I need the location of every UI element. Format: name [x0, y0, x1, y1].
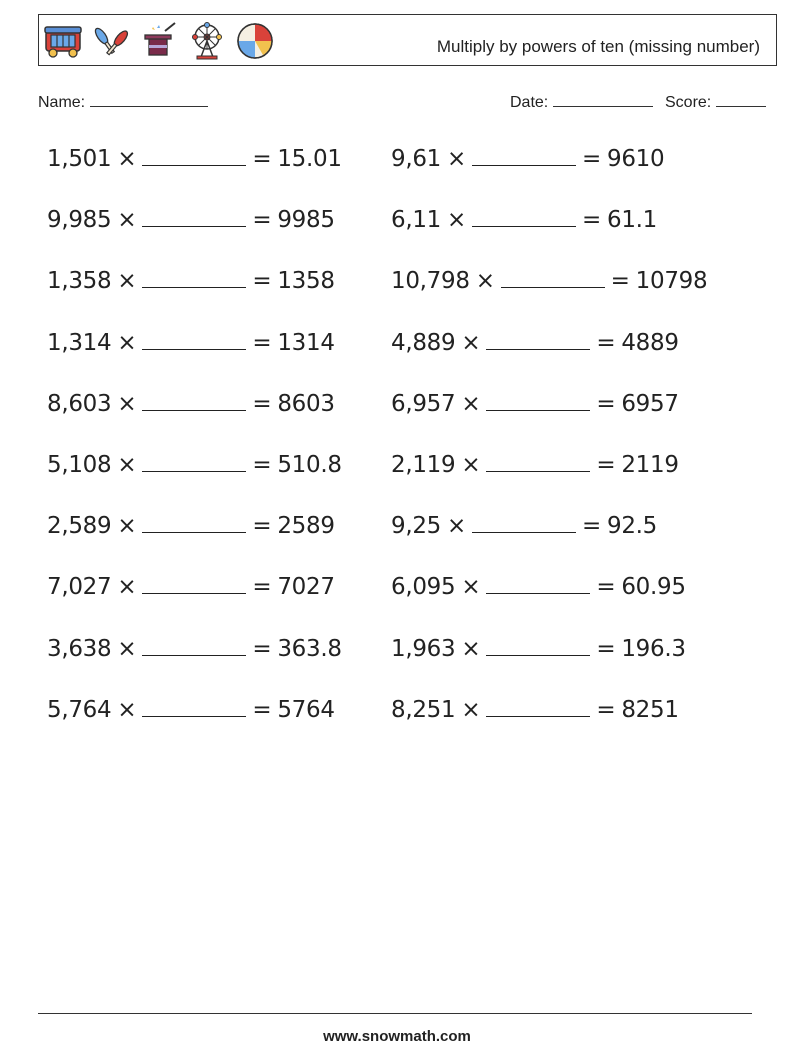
equals-symbol: =	[252, 268, 272, 295]
problem-left-2	[47, 207, 335, 233]
answer-blank[interactable]	[472, 147, 576, 166]
result: 4889	[621, 329, 679, 356]
result: 2119	[621, 452, 679, 478]
answer-blank[interactable]	[142, 514, 246, 533]
beach-ball-icon	[235, 21, 275, 61]
times-symbol: ×	[117, 635, 137, 662]
result: 196.3	[621, 635, 686, 662]
equals-symbol: =	[252, 696, 272, 723]
problem-left-6	[47, 452, 342, 478]
times-symbol: ×	[117, 329, 137, 356]
footer-site: www.snowmath.com	[323, 1028, 471, 1045]
factor: 4,889	[391, 329, 456, 356]
problem-left-4	[47, 330, 335, 356]
factor: 1,501	[47, 146, 112, 172]
times-symbol: ×	[117, 146, 137, 172]
equals-symbol: =	[252, 452, 272, 478]
factor: 2,119	[391, 452, 456, 478]
equals-symbol: =	[582, 207, 601, 234]
answer-blank[interactable]	[142, 269, 246, 288]
answer-blank[interactable]	[472, 514, 576, 533]
result: 15.01	[277, 146, 342, 172]
worksheet-header	[38, 14, 777, 66]
answer-blank[interactable]	[486, 453, 590, 472]
factor: 6,957	[391, 390, 456, 417]
score-field	[665, 92, 766, 112]
result: 1358	[277, 268, 335, 295]
result: 8603	[277, 390, 335, 417]
result: 5764	[277, 696, 335, 723]
factor: 7,027	[47, 574, 112, 601]
answer-blank[interactable]	[486, 698, 590, 717]
answer-blank[interactable]	[142, 147, 246, 166]
answer-blank[interactable]	[472, 208, 576, 227]
date-label: Date:	[510, 94, 549, 111]
score-label: Score:	[665, 94, 712, 111]
times-symbol: ×	[461, 452, 481, 478]
factor: 2,589	[47, 513, 112, 540]
problem-left-5	[47, 391, 335, 417]
result: 1314	[277, 329, 335, 356]
times-symbol: ×	[117, 268, 137, 295]
times-symbol: ×	[117, 207, 137, 234]
factor: 6,095	[391, 574, 456, 601]
result: 6957	[621, 390, 679, 417]
problem-right-9	[391, 636, 686, 662]
juggling-pins-icon	[91, 21, 131, 61]
magic-hat-icon	[139, 21, 179, 61]
answer-blank[interactable]	[486, 575, 590, 594]
score-line[interactable]	[716, 92, 766, 107]
problem-left-10	[47, 697, 335, 723]
equals-symbol: =	[596, 390, 616, 417]
result: 9985	[277, 207, 335, 234]
times-symbol: ×	[461, 635, 481, 662]
equals-symbol: =	[596, 329, 616, 356]
times-symbol: ×	[461, 574, 481, 601]
problem-left-7	[47, 513, 335, 539]
answer-blank[interactable]	[142, 698, 246, 717]
name-label: Name:	[38, 94, 86, 111]
date-field	[510, 92, 653, 112]
factor: 9,61	[391, 146, 442, 172]
times-symbol: ×	[117, 390, 137, 417]
result: 510.8	[277, 452, 342, 478]
factor: 5,764	[47, 696, 112, 723]
answer-blank[interactable]	[142, 392, 246, 411]
problem-right-6	[391, 452, 679, 478]
result: 9610	[606, 146, 665, 172]
factor: 5,108	[47, 452, 112, 478]
equals-symbol: =	[252, 513, 272, 540]
answer-blank[interactable]	[142, 637, 246, 656]
name-line[interactable]	[90, 92, 208, 107]
times-symbol: ×	[117, 452, 137, 478]
problem-left-3	[47, 268, 335, 294]
problem-right-5	[391, 391, 679, 417]
problem-left-9	[47, 636, 342, 662]
times-symbol: ×	[117, 513, 137, 540]
times-symbol: ×	[117, 696, 137, 723]
factor: 6,11	[391, 207, 442, 234]
factor: 9,25	[391, 513, 442, 540]
problem-right-1	[391, 146, 664, 172]
factor: 10,798	[391, 268, 470, 295]
name-field	[38, 92, 208, 112]
times-symbol: ×	[117, 574, 137, 601]
answer-blank[interactable]	[142, 331, 246, 350]
factor: 3,638	[47, 635, 112, 662]
times-symbol: ×	[447, 207, 466, 234]
result: 363.8	[277, 635, 342, 662]
problem-right-4	[391, 330, 679, 356]
problem-left-1	[47, 146, 342, 172]
factor: 1,963	[391, 635, 456, 662]
result: 61.1	[606, 207, 657, 234]
factor: 1,358	[47, 268, 112, 295]
result: 7027	[277, 574, 335, 601]
equals-symbol: =	[582, 146, 601, 172]
circus-wagon-icon	[43, 21, 83, 61]
times-symbol: ×	[461, 696, 481, 723]
problem-right-2	[391, 207, 657, 233]
problem-left-8	[47, 574, 335, 600]
answer-blank[interactable]	[486, 331, 590, 350]
equals-symbol: =	[252, 635, 272, 662]
equals-symbol: =	[596, 452, 616, 478]
result: 8251	[621, 696, 679, 723]
factor: 1,314	[47, 329, 112, 356]
equals-symbol: =	[252, 207, 272, 234]
ferris-wheel-icon	[187, 21, 227, 61]
factor: 9,985	[47, 207, 112, 234]
equals-symbol: =	[596, 635, 616, 662]
answer-blank[interactable]	[142, 208, 246, 227]
result: 2589	[277, 513, 335, 540]
equals-symbol: =	[252, 390, 272, 417]
answer-blank[interactable]	[501, 269, 605, 288]
equals-symbol: =	[252, 146, 272, 172]
result: 92.5	[606, 513, 657, 540]
times-symbol: ×	[447, 513, 466, 540]
answer-blank[interactable]	[142, 575, 246, 594]
answer-blank[interactable]	[486, 392, 590, 411]
worksheet-title: Multiply by powers of ten (missing number)	[436, 37, 760, 56]
footer-rule	[38, 1013, 752, 1014]
problem-right-7	[391, 513, 657, 539]
equals-symbol: =	[252, 329, 272, 356]
problem-right-10	[391, 697, 679, 723]
answer-blank[interactable]	[142, 453, 246, 472]
equals-symbol: =	[582, 513, 601, 540]
times-symbol: ×	[461, 390, 481, 417]
result: 60.95	[621, 574, 686, 601]
equals-symbol: =	[596, 574, 616, 601]
answer-blank[interactable]	[486, 637, 590, 656]
equals-symbol: =	[596, 696, 616, 723]
result: 10798	[635, 268, 708, 295]
date-line[interactable]	[553, 92, 653, 107]
times-symbol: ×	[447, 146, 466, 172]
times-symbol: ×	[475, 268, 495, 295]
problem-right-3	[391, 268, 707, 294]
equals-symbol: =	[252, 574, 272, 601]
header-icons	[43, 21, 275, 61]
factor: 8,603	[47, 390, 112, 417]
times-symbol: ×	[461, 329, 481, 356]
problem-right-8	[391, 574, 686, 600]
factor: 8,251	[391, 696, 456, 723]
equals-symbol: =	[610, 268, 630, 295]
